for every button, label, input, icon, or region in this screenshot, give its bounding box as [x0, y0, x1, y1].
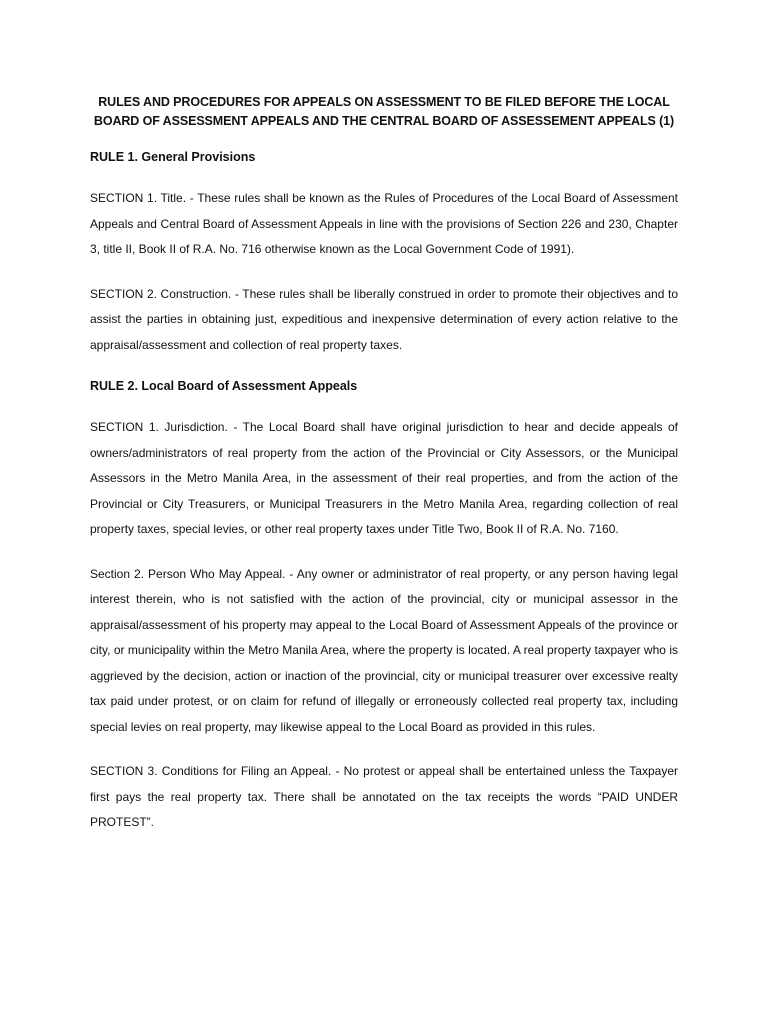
rule-2-section-1: SECTION 1. Jurisdiction. - The Local Board shall have original jurisdiction to hear and decide appeals of owners/administrators of real property from the action of the Provincial or City Assessors, or the Municipal Assessors in the Metro Manila Area, in the assessment of their real properties, and from the action of the Provincial or City Treasurers, or Municipal Treasurers in the Metro Manila Area, regarding collection of real property taxes, special levies, or other real property taxes under Title Two, Book II of R.A. No. 7160.: [90, 420, 678, 536]
document-page: [90, 93, 678, 836]
rule-2-section-3: SECTION 3. Conditions for Filing an Appeal. - No protest or appeal shall be entertained unless the Taxpayer first pays the real property tax. There shall be annotated on the tax receipts the words “PAID UNDER PROTEST”.: [90, 764, 678, 829]
rule-1-section-2: SECTION 2. Construction. - These rules shall be liberally construed in order to promote their objectives and to assist the parties in obtaining just, expeditious and inexpensive determination of every action relative to the appraisal/assessment and collection of real property taxes.: [90, 286, 678, 352]
rule-1-section-1: SECTION 1. Title. - These rules shall be known as the Rules of Procedures of the Local Board of Assessment Appeals and Central Board of Assessment Appeals in line with the provisions of Section 226 and 230, Chapter 3, title II, Book II of R.A. No. 716 otherwise known as the Local Government Code of 1991).: [90, 191, 678, 256]
rule-1-heading: RULE 1. General Provisions: [90, 150, 256, 164]
document-title: RULES AND PROCEDURES FOR APPEALS ON ASSESSMENT TO BE FILED BEFORE THE LOCAL BOARD OF ASSESSMENT APPEALS AND THE CENTRAL BOARD OF ASSESSEMENT APPEALS (1): [93, 95, 675, 128]
rule-2-heading: RULE 2. Local Board of Assessment Appeals: [90, 379, 358, 393]
rule-2-section-2: Section 2. Person Who May Appeal. - Any owner or administrator of real property, or any person having legal interest therein, who is not satisfied with the action of the provincial, city or municipal assessor in the appraisal/assessment of his property may appeal to the Local Board of Assessment Appeals of the province or city, or municipality within the Metro Manila Area, where the property is located. A real property taxpayer who is aggrieved by the decision, action or inaction of the provincial, city or municipal treasurer over excessive realty tax paid under protest, or on claim for refund of illegally or erroneously collected real property tax, including special levies on real property, may likewise appeal to the Local Board as provided in this rules.: [90, 566, 678, 734]
